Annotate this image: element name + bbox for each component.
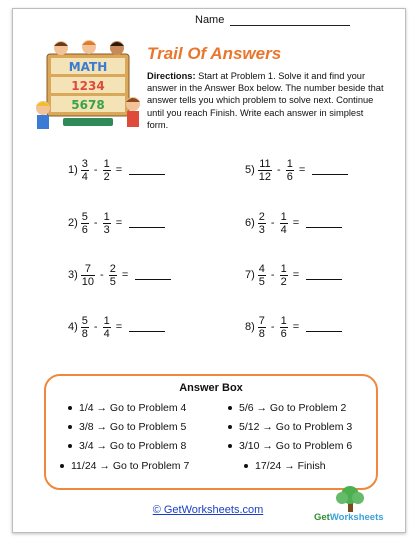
fraction-a: $\frac{3}{4}$ — [81, 157, 88, 183]
answer-box — [44, 374, 378, 490]
fraction-a: $\frac{5}{6}$ — [81, 210, 88, 236]
answer-item: 3/4 → Go to Problem 8 — [68, 440, 186, 452]
fraction-a: $\frac{4}{5}$ — [258, 262, 265, 288]
minus-sign: - — [270, 217, 275, 229]
brand-wordmark: GetWorksheets — [314, 512, 384, 523]
fraction-b: $\frac{1}{3}$ — [103, 210, 110, 236]
answer-blank[interactable] — [312, 166, 348, 175]
name-label: Name — [195, 14, 225, 26]
minus-sign: - — [93, 217, 98, 229]
equals-sign: = — [298, 164, 306, 176]
worksheet-title: Trail Of Answers — [147, 44, 282, 63]
name-field — [195, 14, 350, 26]
minus-sign: - — [270, 321, 275, 333]
bullet-icon — [68, 444, 72, 448]
problem-5 — [245, 150, 348, 190]
fraction-b: $\frac{1}{4}$ — [280, 210, 287, 236]
minus-sign: - — [277, 164, 281, 176]
answer-item: 3/10 → Go to Problem 6 — [228, 440, 352, 452]
equals-sign: = — [292, 269, 300, 281]
minus-sign: - — [100, 269, 104, 281]
bullet-icon — [68, 406, 72, 410]
fraction-a: $\frac{11}{12}$ — [258, 157, 272, 183]
equals-sign: = — [115, 217, 123, 229]
name-line — [230, 15, 350, 26]
bullet-icon — [68, 425, 72, 429]
bullet-icon — [228, 444, 232, 448]
equals-sign: = — [121, 269, 129, 281]
fraction-b: $\frac{1}{4}$ — [103, 314, 110, 340]
answer-blank[interactable] — [129, 166, 165, 175]
svg-text:MATH: MATH — [68, 60, 108, 74]
answer-item: 11/24 → Go to Problem 7 — [60, 460, 189, 472]
bullet-icon — [228, 406, 232, 410]
problem-number: 5) — [245, 164, 255, 176]
equals-sign: = — [292, 217, 300, 229]
equals-sign: = — [115, 321, 123, 333]
fraction-b: $\frac{2}{5}$ — [109, 262, 116, 288]
answer-blank[interactable] — [306, 219, 342, 228]
problem-4 — [68, 307, 165, 347]
problem-number: 8) — [245, 321, 255, 333]
minus-sign: - — [93, 321, 98, 333]
bullet-icon — [244, 464, 248, 468]
problem-8 — [245, 307, 342, 347]
directions-text — [147, 70, 385, 131]
problem-1 — [68, 150, 165, 190]
bullet-icon — [60, 464, 64, 468]
kids-math-illustration — [33, 38, 143, 134]
problem-number: 7) — [245, 269, 255, 281]
answer-item: 1/4 → Go to Problem 4 — [68, 402, 186, 414]
equals-sign: = — [115, 164, 123, 176]
answer-item: 5/6 → Go to Problem 2 — [228, 402, 346, 414]
fraction-a: $\frac{7}{10}$ — [81, 262, 95, 288]
problem-2 — [68, 203, 165, 243]
answer-blank[interactable] — [306, 323, 342, 332]
problem-3 — [68, 255, 171, 295]
equals-sign: = — [292, 321, 300, 333]
minus-sign: - — [270, 269, 275, 281]
answer-box-title: Answer Box — [179, 382, 243, 394]
bullet-icon — [228, 425, 232, 429]
fraction-a: $\frac{2}{3}$ — [258, 210, 265, 236]
problem-number: 4) — [68, 321, 78, 333]
problem-number: 6) — [245, 217, 255, 229]
answer-blank[interactable] — [129, 323, 165, 332]
problem-6 — [245, 203, 342, 243]
problem-number: 3) — [68, 269, 78, 281]
problem-number: 2) — [68, 217, 78, 229]
answer-blank[interactable] — [306, 271, 342, 280]
answer-item: 17/24 → Finish — [244, 460, 326, 472]
minus-sign: - — [93, 164, 98, 176]
answer-blank[interactable] — [129, 219, 165, 228]
problem-number: 1) — [68, 164, 78, 176]
directions-label: Directions: — [147, 71, 196, 81]
answer-item: 3/8 → Go to Problem 5 — [68, 421, 186, 433]
answer-blank[interactable] — [135, 271, 171, 280]
directions-body: Start at Problem 1. Solve it and find your answer in the Answer Box below. The number beside that answer tells you which problem to solve next. Continue until you reach Finish. Write each answer in simplest form. — [147, 71, 384, 130]
fraction-b: $\frac{1}{6}$ — [280, 314, 287, 340]
svg-text:5678: 5678 — [71, 98, 105, 112]
svg-text:1234: 1234 — [71, 79, 105, 93]
fraction-b: $\frac{1}{2}$ — [280, 262, 287, 288]
copyright-link[interactable]: © GetWorksheets.com — [152, 504, 264, 516]
fraction-b: $\frac{1}{2}$ — [103, 157, 110, 183]
fraction-b: $\frac{1}{6}$ — [286, 157, 293, 183]
fraction-a: $\frac{5}{8}$ — [81, 314, 88, 340]
problem-7 — [245, 255, 342, 295]
fraction-a: $\frac{7}{8}$ — [258, 314, 265, 340]
answer-item: 5/12 → Go to Problem 3 — [228, 421, 352, 433]
